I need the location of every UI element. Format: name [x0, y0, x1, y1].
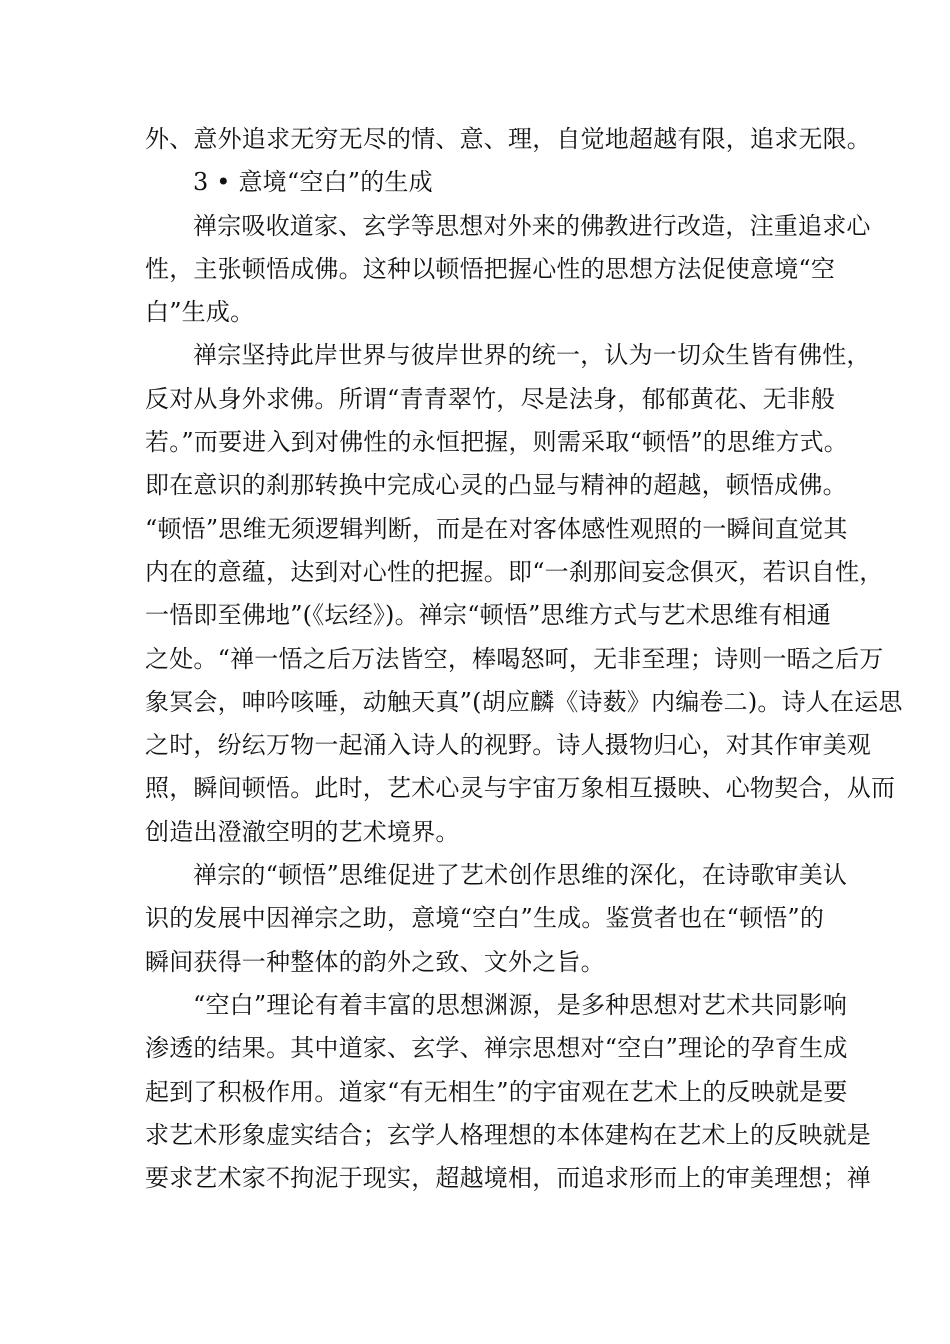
text-line: 求艺术形象虚实结合；玄学人格理想的本体建构在艺术上的反映就是: [145, 1120, 871, 1149]
text-line: 反对从身外求佛。所谓“青青翠竹，尽是法身，郁郁黄花、无非般: [145, 384, 836, 413]
text-line: 即在意识的刹那转换中完成心灵的凸显与精神的超越，顿悟成佛。: [145, 471, 847, 500]
text-line: 禅宗吸收道家、玄学等思想对外来的佛教进行改造，注重追求心: [193, 211, 871, 240]
text-line: 识的发展中因禅宗之助，意境“空白”生成。鉴赏者也在“顿悟”的: [145, 904, 825, 933]
text-line: 起到了积极作用。道家“有无相生”的宇宙观在艺术上的反映就是要: [145, 1077, 848, 1106]
text-line: “空白”理论有着丰富的思想渊源，是多种思想对艺术共同影响: [193, 990, 848, 1019]
text-line: 之时，纷纭万物一起涌入诗人的视野。诗人摄物归心，对其作审美观: [145, 731, 871, 760]
text-line: 外、意外追求无穷无尽的情、意、理，自觉地超越有限，追求无限。: [145, 125, 871, 153]
text-line: 渗透的结果。其中道家、玄学、禅宗思想对“空白”理论的孕育生成: [145, 1034, 848, 1063]
text-line: 象冥会，呻吟咳唾，动触天真”(胡应麟《诗薮》内编卷二)。诗人在运思: [145, 687, 903, 716]
text-line: 内在的意蕴，达到对心性的把握。即“一刹那间妄念俱灭，若识自性，: [145, 557, 884, 586]
text-line: 禅宗坚持此岸世界与彼岸世界的统一，认为一切众生皆有佛性，: [193, 341, 871, 370]
text-line: 禅宗的“顿悟”思维促进了艺术创作思维的深化，在诗歌审美认: [193, 861, 848, 890]
text-line: 之处。“禅一悟之后万法皆空，棒喝怒呵，无非至理；诗则一晤之后万: [145, 644, 884, 673]
text-line: 创造出澄澈空明的艺术境界。: [145, 817, 460, 846]
text-line: “顿悟”思维无须逻辑判断，而是在对客体感性观照的一瞬间直觉其: [145, 514, 848, 543]
text-line: 性，主张顿悟成佛。这种以顿悟把握心性的思想方法促使意境“空: [145, 254, 836, 283]
section-heading: 3 • 意境“空白”的生成: [193, 168, 433, 197]
text-line: 白”生成。: [145, 298, 255, 327]
text-line: 若。”而要进入到对佛性的永恒把握，则需采取“顿悟”的思维方式。: [145, 428, 849, 457]
text-line: 瞬间获得一种整体的韵外之致、文外之旨。: [145, 947, 605, 976]
text-line: 一悟即至佛地”(《坛经》)。禅宗“顿悟”思维方式与艺术思维有相通: [145, 601, 831, 630]
text-line: 要求艺术家不拘泥于现实，超越境相，而追求形而上的审美理想；禅: [145, 1164, 871, 1193]
text-line: 照，瞬间顿悟。此时，艺术心灵与宇宙万象相互摄映、心物契合，从而: [145, 774, 896, 803]
body-text: [145, 118, 903, 1200]
